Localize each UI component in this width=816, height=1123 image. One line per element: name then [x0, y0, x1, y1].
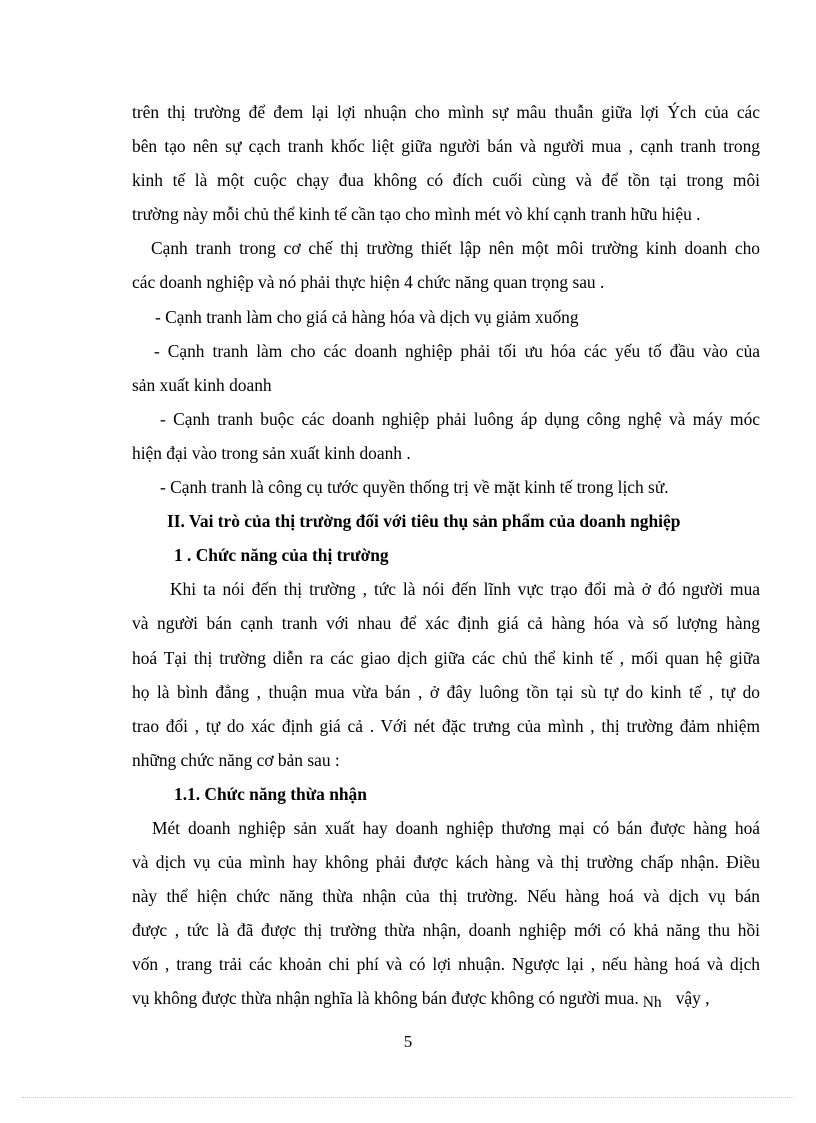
subsection-heading-1-1: 1.1. Chức năng thừa nhận: [174, 783, 367, 804]
market-line-5: trao đổi , tự do xác định giá cả . Với nét đặc trưng của mình , thị trường đảm nhiệm: [132, 715, 760, 736]
recognition-line-5: vốn , trang trải các khoản chi phí và có lợi nhuận. Ngược lại , nếu hàng hoá và dịch: [132, 954, 760, 975]
market-line-4: họ là bình đẳng , thuận mua vừa bán , ở đây luông tồn tại sù tự do kinh tế , tự do: [132, 681, 760, 702]
bullet-dominance: - Cạnh tranh là công cụ tước quyền thống trị về mặt kinh tế trong lịch sử.: [160, 477, 669, 498]
page-number: 5: [403, 1032, 413, 1051]
recognition-line-6-tail: vậy ,: [675, 988, 710, 1009]
intro-line-2: bên tạo nên sự cạch tranh khốc liệt giữa người bán và người mua , cạnh tranh trong: [132, 136, 760, 157]
recognition-line-6-small: Nh: [642, 994, 662, 1012]
recognition-line-6: [132, 981, 760, 1017]
recognition-line-6-main: vụ không được thừa nhận nghĩa là không bán được không có người mua.: [132, 988, 639, 1009]
market-line-6: những chức năng cơ bản sau :: [132, 749, 340, 770]
body-text: [132, 95, 760, 1018]
recognition-line-1: Mét doanh nghiệp sản xuất hay doanh nghiệp thương mại có bán được hàng hoá: [152, 817, 760, 838]
market-line-1: Khi ta nói đến thị trường , tức là nói đến lĩnh vực trạo đổi mà ở đó người mua: [170, 579, 760, 600]
bullet-technology-line-1: - Cạnh tranh buộc các doanh nghiệp phải luông áp dụng công nghệ và máy móc: [160, 408, 760, 429]
intro-line-3: kinh tế là một cuộc chạy đua không có đích cuối cùng và để tồn tại trong môi: [132, 170, 760, 191]
bullet-price-reduction: - Cạnh tranh làm cho giá cả hàng hóa và dịch vụ giảm xuống: [155, 306, 579, 327]
page-bottom-divider: [22, 1097, 794, 1098]
market-line-2: và người bán cạnh tranh với nhau để xác định giá cả hàng hóa và số lượng hàng: [132, 613, 760, 634]
competition-line-1: Cạnh tranh trong cơ chế thị trường thiết lập nên một môi trường kinh doanh cho: [151, 238, 760, 259]
market-line-3: hoá Tại thị trường diễn ra các giao dịch giữa các chủ thể kinh tế , mối quan hệ giữa: [132, 647, 760, 668]
competition-line-2: các doanh nghiệp và nó phải thực hiện 4 chức năng quan trọng sau .: [132, 272, 605, 293]
recognition-line-2: và dịch vụ của mình hay không phải được kách hàng và thị trường chấp nhận. Điều: [132, 852, 760, 873]
subsection-heading-1: 1 . Chức năng của thị trường: [174, 545, 389, 566]
bullet-optimize-inputs-line-2: sản xuất kinh doanh: [132, 374, 272, 395]
intro-line-4: trường này mỗi chủ thể kinh tế cần tạo cho mình mét vò khí cạnh tranh hữu hiệu .: [132, 204, 701, 225]
bullet-optimize-inputs-line-1: - Cạnh tranh làm cho các doanh nghiệp phải tối ưu hóa các yếu tố đầu vào của: [154, 340, 760, 361]
intro-line-1: trên thị trường để đem lại lợi nhuận cho mình sự mâu thuẫn giữa lợi Ých của các: [132, 102, 760, 122]
recognition-line-3: này thể hiện chức năng thừa nhận của thị trường. Nếu hàng hoá và dịch vụ bán: [132, 886, 760, 907]
section-heading-ii: II. Vai trò của thị trường đối với tiêu thụ sản phẩm của doanh nghiệp: [167, 511, 681, 532]
bullet-technology-line-2: hiện đại vào trong sản xuất kinh doanh .: [132, 442, 411, 463]
recognition-line-4: được , tức là đã được thị trường thừa nhận, doanh nghiệp mới có khả năng thu hồi: [132, 920, 760, 941]
